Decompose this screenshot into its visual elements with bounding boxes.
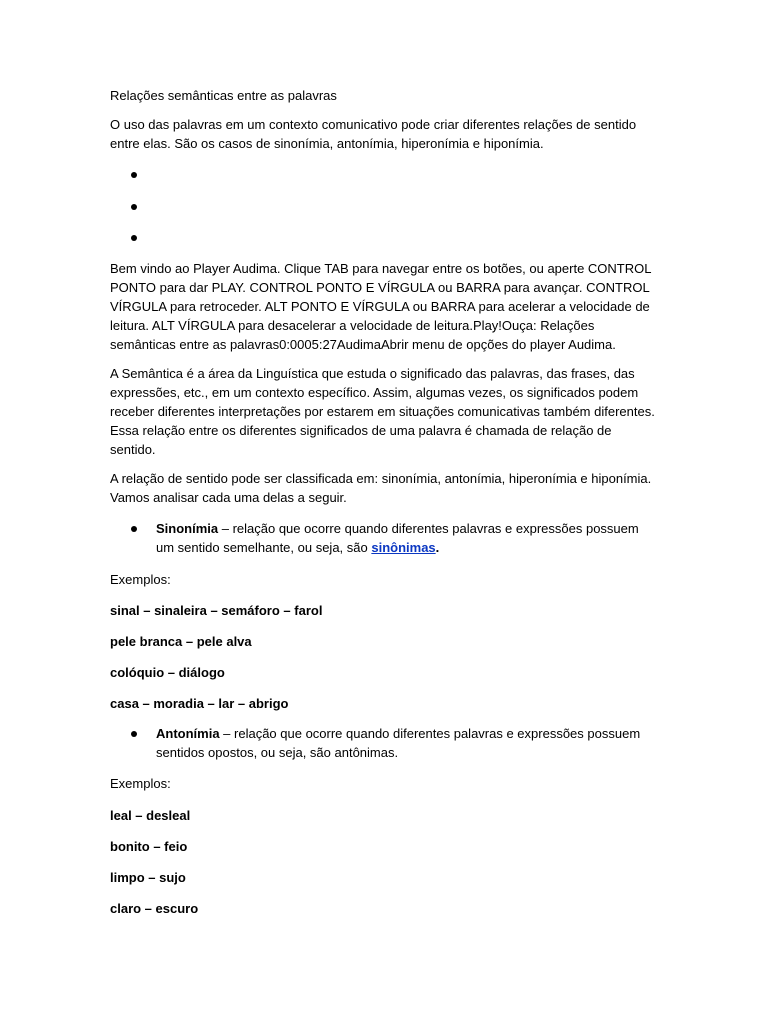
sinonimia-item <box>156 519 656 557</box>
sinonimas-link[interactable]: sinônimas <box>371 540 436 555</box>
bullet-antonimia <box>131 731 137 737</box>
example-item: pele branca – pele alva <box>110 634 252 649</box>
classification-paragraph: A relação de sentido pode ser classificada em: sinonímia, antonímia, hiperonímia e hiponímia. Vamos analisar cada uma delas a seguir. <box>110 471 652 505</box>
example-item: leal – desleal <box>110 808 191 823</box>
example-item: casa – moradia – lar – abrigo <box>110 696 289 711</box>
antonimia-text: – relação que ocorre quando diferentes palavras e expressões possuem sentidos opostos, ou seja, são antônimas. <box>156 726 641 760</box>
sinonimia-term: Sinonímia <box>156 521 219 536</box>
sinonimia-text: – relação que ocorre quando diferentes palavras e expressões possuem um sentido semelhante, ou seja, são <box>156 521 639 555</box>
antonimia-term: Antonímia <box>156 726 220 741</box>
example-item: sinal – sinaleira – semáforo – farol <box>110 603 323 618</box>
page-title: Relações semânticas entre as palavras <box>110 88 337 103</box>
empty-bullet-1 <box>131 172 137 178</box>
bullet-sinonimia <box>131 526 137 532</box>
example-item: colóquio – diálogo <box>110 665 225 680</box>
example-item: bonito – feio <box>110 839 188 854</box>
antonimia-item <box>156 724 656 762</box>
example-item: limpo – sujo <box>110 870 186 885</box>
semantics-paragraph: A Semântica é a área da Linguística que estuda o significado das palavras, das frases, das expressões, etc., em um contexto específico. Assim, algumas vezes, os significados podem receber diferentes interpretações por estarem em situações comunicativas também diferentes. Essa relação entre os diferentes significados de uma palavra é chamada de relação de sentido. <box>110 366 655 457</box>
intro-paragraph: O uso das palavras em um contexto comunicativo pode criar diferentes relações de sentido entre elas. São os casos de sinonímia, antonímia, hiperonímia e hiponímia. <box>110 117 637 151</box>
empty-bullet-2 <box>131 204 137 210</box>
audio-player-text[interactable]: Bem vindo ao Player Audima. Clique TAB para navegar entre os botões, ou aperte CONTROL PONTO para dar PLAY. CONTROL PONTO E VÍRGULA ou BARRA para avançar. CONTROL VÍRGULA para retroceder. ALT PONTO E VÍRGULA ou BARRA para acelerar a velocidade de leitura. ALT VÍRGULA para desacelerar a velocidade de leitura.Play!Ouça: Relações semânticas entre as palavras0:0005:27AudimaAbrir menu de opções do player Audima. <box>110 261 651 352</box>
sinonimia-end: . <box>435 540 440 555</box>
examples-label: Exemplos: <box>110 776 171 791</box>
examples-label: Exemplos: <box>110 572 171 587</box>
empty-bullet-3 <box>131 235 137 241</box>
example-item: claro – escuro <box>110 901 199 916</box>
